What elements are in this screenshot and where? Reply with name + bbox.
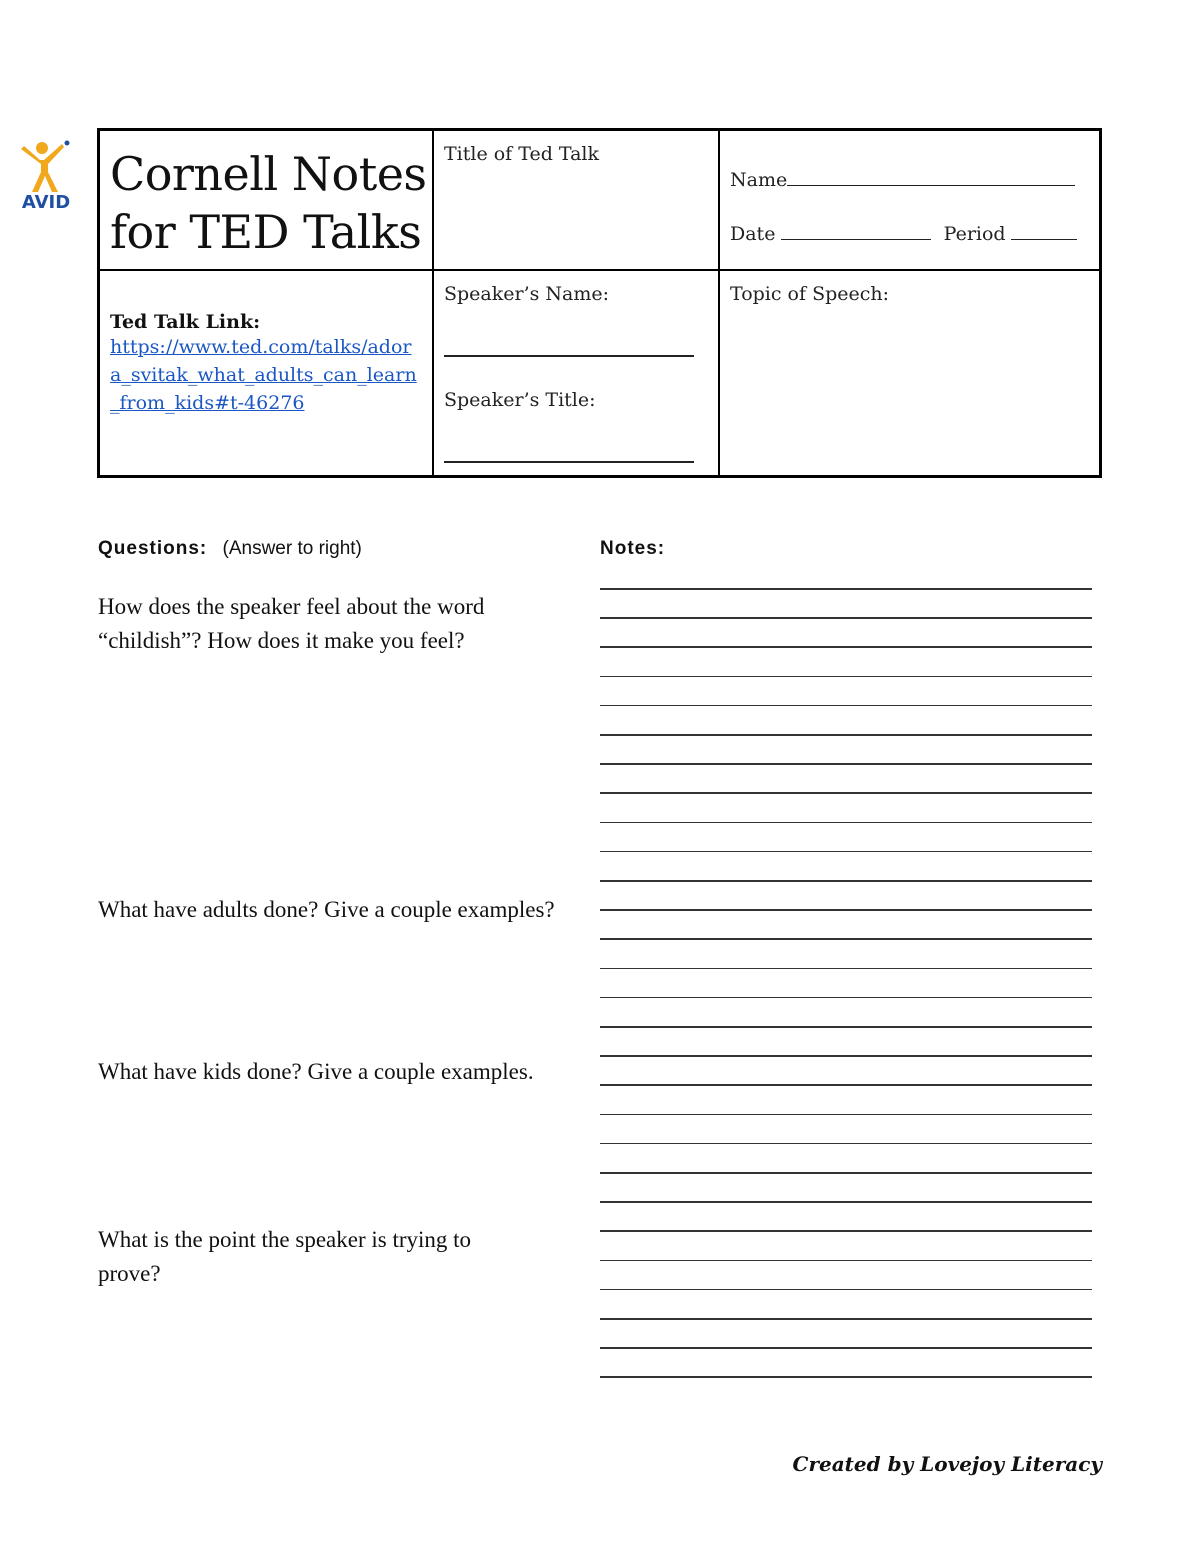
question-item: What is the point the speaker is trying to prove? xyxy=(98,1227,472,1286)
speaker-name-label: Speaker’s Name: xyxy=(444,283,610,305)
note-line[interactable] xyxy=(600,851,1092,853)
note-line[interactable] xyxy=(600,1260,1092,1262)
note-line[interactable] xyxy=(600,1318,1092,1320)
notes-heading-row xyxy=(600,538,665,560)
table-divider xyxy=(718,131,720,475)
notes-heading: Notes: xyxy=(600,538,666,559)
question-item: What have kids done? Give a couple examples. xyxy=(98,1059,534,1084)
page-title: Cornell Notes for TED Talks xyxy=(110,147,427,259)
note-line[interactable] xyxy=(600,734,1092,736)
note-line[interactable] xyxy=(600,1084,1092,1086)
note-line[interactable] xyxy=(600,1172,1092,1174)
footer-credit: Created by Lovejoy Literacy xyxy=(792,1452,1102,1476)
note-line[interactable] xyxy=(600,968,1092,970)
note-line[interactable] xyxy=(600,1289,1092,1291)
question-item: What have adults done? Give a couple examples? xyxy=(98,897,555,922)
note-line[interactable] xyxy=(600,617,1092,619)
topic-label: Topic of Speech: xyxy=(730,283,890,305)
period-label: Period xyxy=(943,223,1006,245)
avid-logo-text: AVID xyxy=(21,192,71,213)
note-line[interactable] xyxy=(600,938,1092,940)
questions-hint: (Answer to right) xyxy=(222,538,362,559)
note-line[interactable] xyxy=(600,1376,1092,1378)
note-line[interactable] xyxy=(600,1230,1092,1232)
speaker-name-field[interactable] xyxy=(444,355,694,357)
note-line[interactable] xyxy=(600,1026,1092,1028)
question-item: How does the speaker feel about the word “childish”? How does it make you feel? xyxy=(98,594,485,653)
ted-talk-link[interactable]: https://www.ted.com/talks/adora_svitak_what_adults_can_learn_from_kids#t-46276 xyxy=(110,336,417,414)
table-divider xyxy=(100,269,1099,271)
note-line[interactable] xyxy=(600,792,1092,794)
avid-person-icon xyxy=(18,138,74,194)
date-label: Date xyxy=(730,223,776,245)
note-line[interactable] xyxy=(600,1055,1092,1057)
questions-heading: Questions: xyxy=(98,538,208,559)
questions-heading-row xyxy=(98,538,362,560)
period-field[interactable] xyxy=(1011,239,1077,240)
note-line[interactable] xyxy=(600,822,1092,824)
speaker-title-field[interactable] xyxy=(444,461,694,463)
avid-logo xyxy=(18,138,74,218)
note-line[interactable] xyxy=(600,676,1092,678)
date-field[interactable] xyxy=(781,239,931,240)
header-table xyxy=(97,128,1102,478)
name-label: Name xyxy=(730,169,788,191)
note-line[interactable] xyxy=(600,909,1092,911)
note-line[interactable] xyxy=(600,880,1092,882)
link-label: Ted Talk Link: xyxy=(110,311,261,333)
note-line[interactable] xyxy=(600,1347,1092,1349)
speaker-title-label: Speaker’s Title: xyxy=(444,389,596,411)
note-line[interactable] xyxy=(600,763,1092,765)
note-line[interactable] xyxy=(600,1201,1092,1203)
note-line[interactable] xyxy=(600,705,1092,707)
talk-title-label: Title of Ted Talk xyxy=(444,143,600,165)
note-line[interactable] xyxy=(600,997,1092,999)
note-line[interactable] xyxy=(600,588,1092,590)
note-line[interactable] xyxy=(600,1114,1092,1116)
note-line[interactable] xyxy=(600,646,1092,648)
note-line[interactable] xyxy=(600,1143,1092,1145)
table-divider xyxy=(432,131,434,475)
name-field[interactable] xyxy=(787,185,1075,186)
